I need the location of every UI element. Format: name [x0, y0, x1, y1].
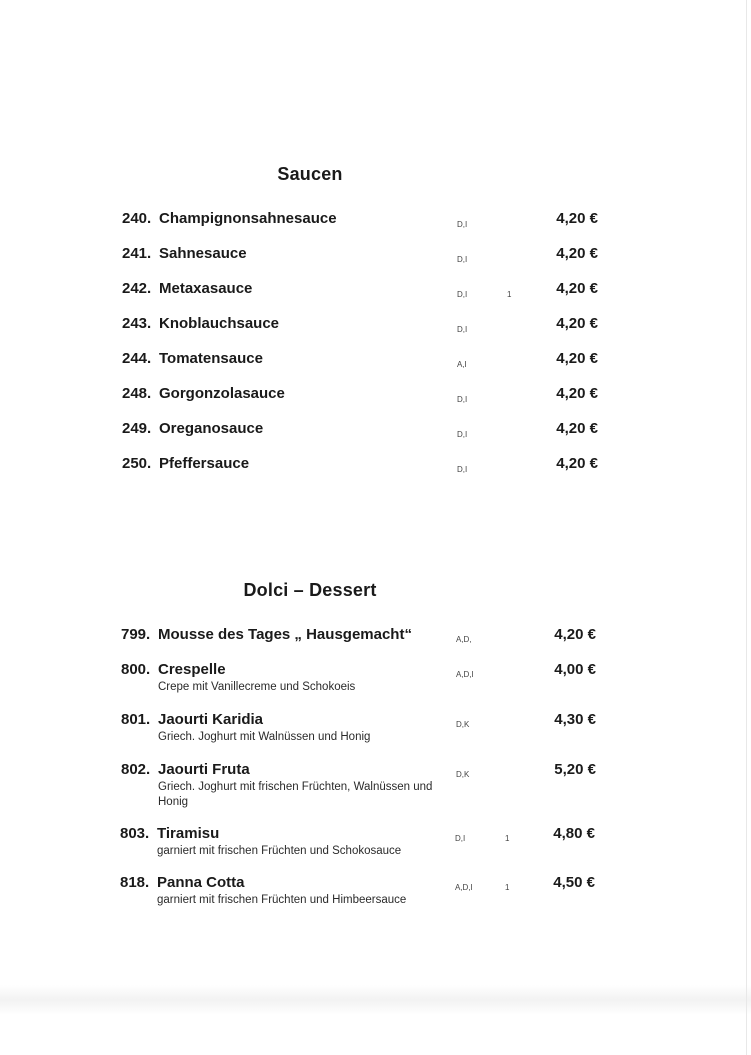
item-price: 4,20 € [554, 626, 596, 643]
item-name: Oreganosauce [159, 420, 264, 437]
item-description: Griech. Joghurt mit frischen Früchten, Walnüssen und Honig [158, 781, 433, 808]
item-name: Panna Cotta [157, 874, 245, 891]
item-number: 240. [122, 210, 152, 227]
additive-note: 1 [507, 290, 512, 299]
item-number: 801. [121, 711, 151, 728]
item-price: 4,20 € [556, 350, 598, 367]
item-price: 4,80 € [553, 825, 595, 842]
item-name: Jaourti Karidia [158, 711, 264, 728]
item-name: Mousse des Tages „ Hausgemacht“ [158, 626, 412, 643]
item-price: 4,20 € [556, 420, 598, 437]
section-title-dessert: Dolci – Dessert [243, 580, 377, 600]
item-price: 4,20 € [556, 315, 598, 332]
item-price: 4,30 € [554, 711, 596, 728]
item-description: garniert mit frischen Früchten und Himbeersauce [157, 894, 407, 906]
allergen-codes: D,K [456, 770, 470, 779]
item-description: Griech. Joghurt mit Walnüssen und Honig [158, 731, 371, 743]
allergen-codes: D,I [457, 325, 468, 334]
item-number: 802. [121, 761, 151, 778]
item-name: Tomatensauce [159, 350, 263, 367]
allergen-codes: D,I [457, 255, 468, 264]
item-price: 4,20 € [556, 245, 598, 262]
item-price: 4,00 € [554, 661, 596, 678]
item-name: Metaxasauce [159, 280, 253, 297]
item-price: 4,50 € [553, 874, 595, 891]
item-name: Crespelle [158, 661, 226, 678]
item-number: 800. [121, 661, 151, 678]
item-price: 4,20 € [556, 385, 598, 402]
allergen-codes: A,D, [456, 635, 472, 644]
item-price: 4,20 € [556, 210, 598, 227]
item-name: Sahnesauce [159, 245, 247, 262]
item-number: 242. [122, 280, 152, 297]
item-name: Jaourti Fruta [158, 761, 250, 778]
item-number: 250. [122, 455, 152, 472]
additive-note: 1 [505, 834, 510, 843]
item-name: Pfeffersauce [159, 455, 250, 472]
allergen-codes: D,I [457, 395, 468, 404]
item-name: Tiramisu [157, 825, 220, 842]
scan-artifact [0, 985, 751, 1015]
allergen-codes: D,I [457, 465, 468, 474]
section-title-sauces: Saucen [277, 164, 343, 184]
allergen-codes: D,I [457, 290, 468, 299]
item-number: 803. [120, 825, 150, 842]
item-number: 799. [121, 626, 151, 643]
allergen-codes: A,I [457, 360, 467, 369]
item-number: 248. [122, 385, 152, 402]
allergen-codes: D,I [455, 834, 466, 843]
item-name: Gorgonzolasauce [159, 385, 285, 402]
item-description: Crepe mit Vanillecreme und Schokoeis [158, 681, 356, 693]
page-edge [746, 0, 747, 1055]
allergen-codes: D,I [457, 220, 468, 229]
additive-note: 1 [505, 883, 510, 892]
item-price: 5,20 € [554, 761, 596, 778]
item-name: Champignonsahnesauce [159, 210, 337, 227]
allergen-codes: D,K [456, 720, 470, 729]
item-description: garniert mit frischen Früchten und Schokosauce [157, 845, 402, 857]
item-number: 244. [122, 350, 152, 367]
item-price: 4,20 € [556, 455, 598, 472]
item-number: 241. [122, 245, 152, 262]
allergen-codes: A,D,I [455, 883, 473, 892]
item-price: 4,20 € [556, 280, 598, 297]
item-name: Knoblauchsauce [159, 315, 280, 332]
item-number: 818. [120, 874, 150, 891]
allergen-codes: A,D,I [456, 670, 474, 679]
allergen-codes: D,I [457, 430, 468, 439]
item-number: 249. [122, 420, 152, 437]
item-number: 243. [122, 315, 152, 332]
